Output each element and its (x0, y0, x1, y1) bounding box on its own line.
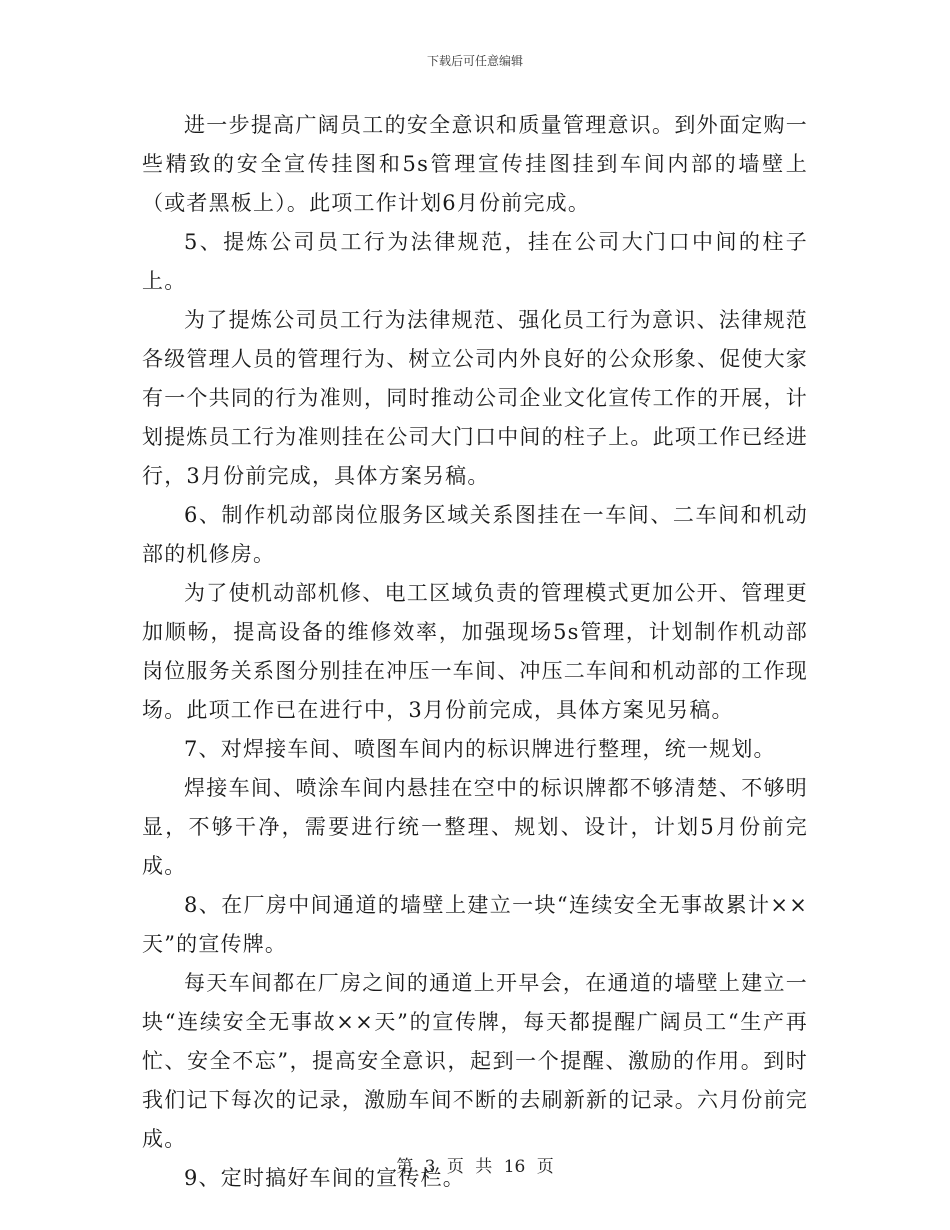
paragraph-continuation: 进一步提高广阔员工的安全意识和质量管理意识。到外面定购一些精致的安全宣传挂图和5s管理宣传挂图挂到车间内部的墙壁上（或者黑板上）。此项工作计划6月份前完成。 (142, 113, 808, 215)
item-6-body: 为了使机动部机修、电工区域负责的管理模式更加公开、管理更加顺畅，提高设备的维修效率，加强现场5s管理，计划制作机动部岗位服务关系图分别挂在冲压一车间、冲压二车间和机动部的工作现场。此项工作已在进行中，3月份前完成，具体方案见另稿。 (142, 581, 808, 722)
item-9-heading: 9、定时搞好车间的宣传栏。 (184, 1166, 465, 1190)
page-number: 第 3 页 共 16 页 (396, 1157, 554, 1177)
item-6-heading: 6、制作机动部岗位服务区域关系图挂在一车间、二车间和机动部的机修房。 (142, 503, 808, 566)
item-7-body: 焊接车间、喷涂车间内悬挂在空中的标识牌都不够清楚、不够明显，不够干净，需要进行统一整理、规划、设计，计划5月份前完成。 (142, 776, 808, 878)
document-body (142, 106, 808, 1198)
item-5-body: 为了提炼公司员工行为法律规范、强化员工行为意识、法律规范各级管理人员的管理行为、树立公司内外良好的公众形象、促使大家有一个共同的行为准则，同时推动公司企业文化宣传工作的开展，计划提炼员工行为准则挂在公司大门口中间的柱子上。此项工作已经进行，3月份前完成，具体方案另稿。 (142, 308, 808, 488)
item-8-heading: 8、在厂房中间通道的墙壁上建立一块“连续安全无事故累计××天”的宣传牌。 (142, 893, 808, 956)
item-5-heading: 5、提炼公司员工行为法律规范，挂在公司大门口中间的柱子上。 (142, 230, 808, 293)
item-7-heading: 7、对焊接车间、喷图车间内的标识牌进行整理，统一规划。 (184, 737, 776, 761)
item-8-body: 每天车间都在厂房之间的通道上开早会，在通道的墙壁上建立一块“连续安全无事故××天”的宣传牌，每天都提醒广阔员工“生产再忙、安全不忘”，提高安全意识，起到一个提醒、激励的作用。到时我们记下每次的记录，激励车间不断的去刷新新的记录。六月份前完成。 (142, 971, 808, 1151)
page-header-note: 下载后可任意编辑 (426, 54, 523, 68)
